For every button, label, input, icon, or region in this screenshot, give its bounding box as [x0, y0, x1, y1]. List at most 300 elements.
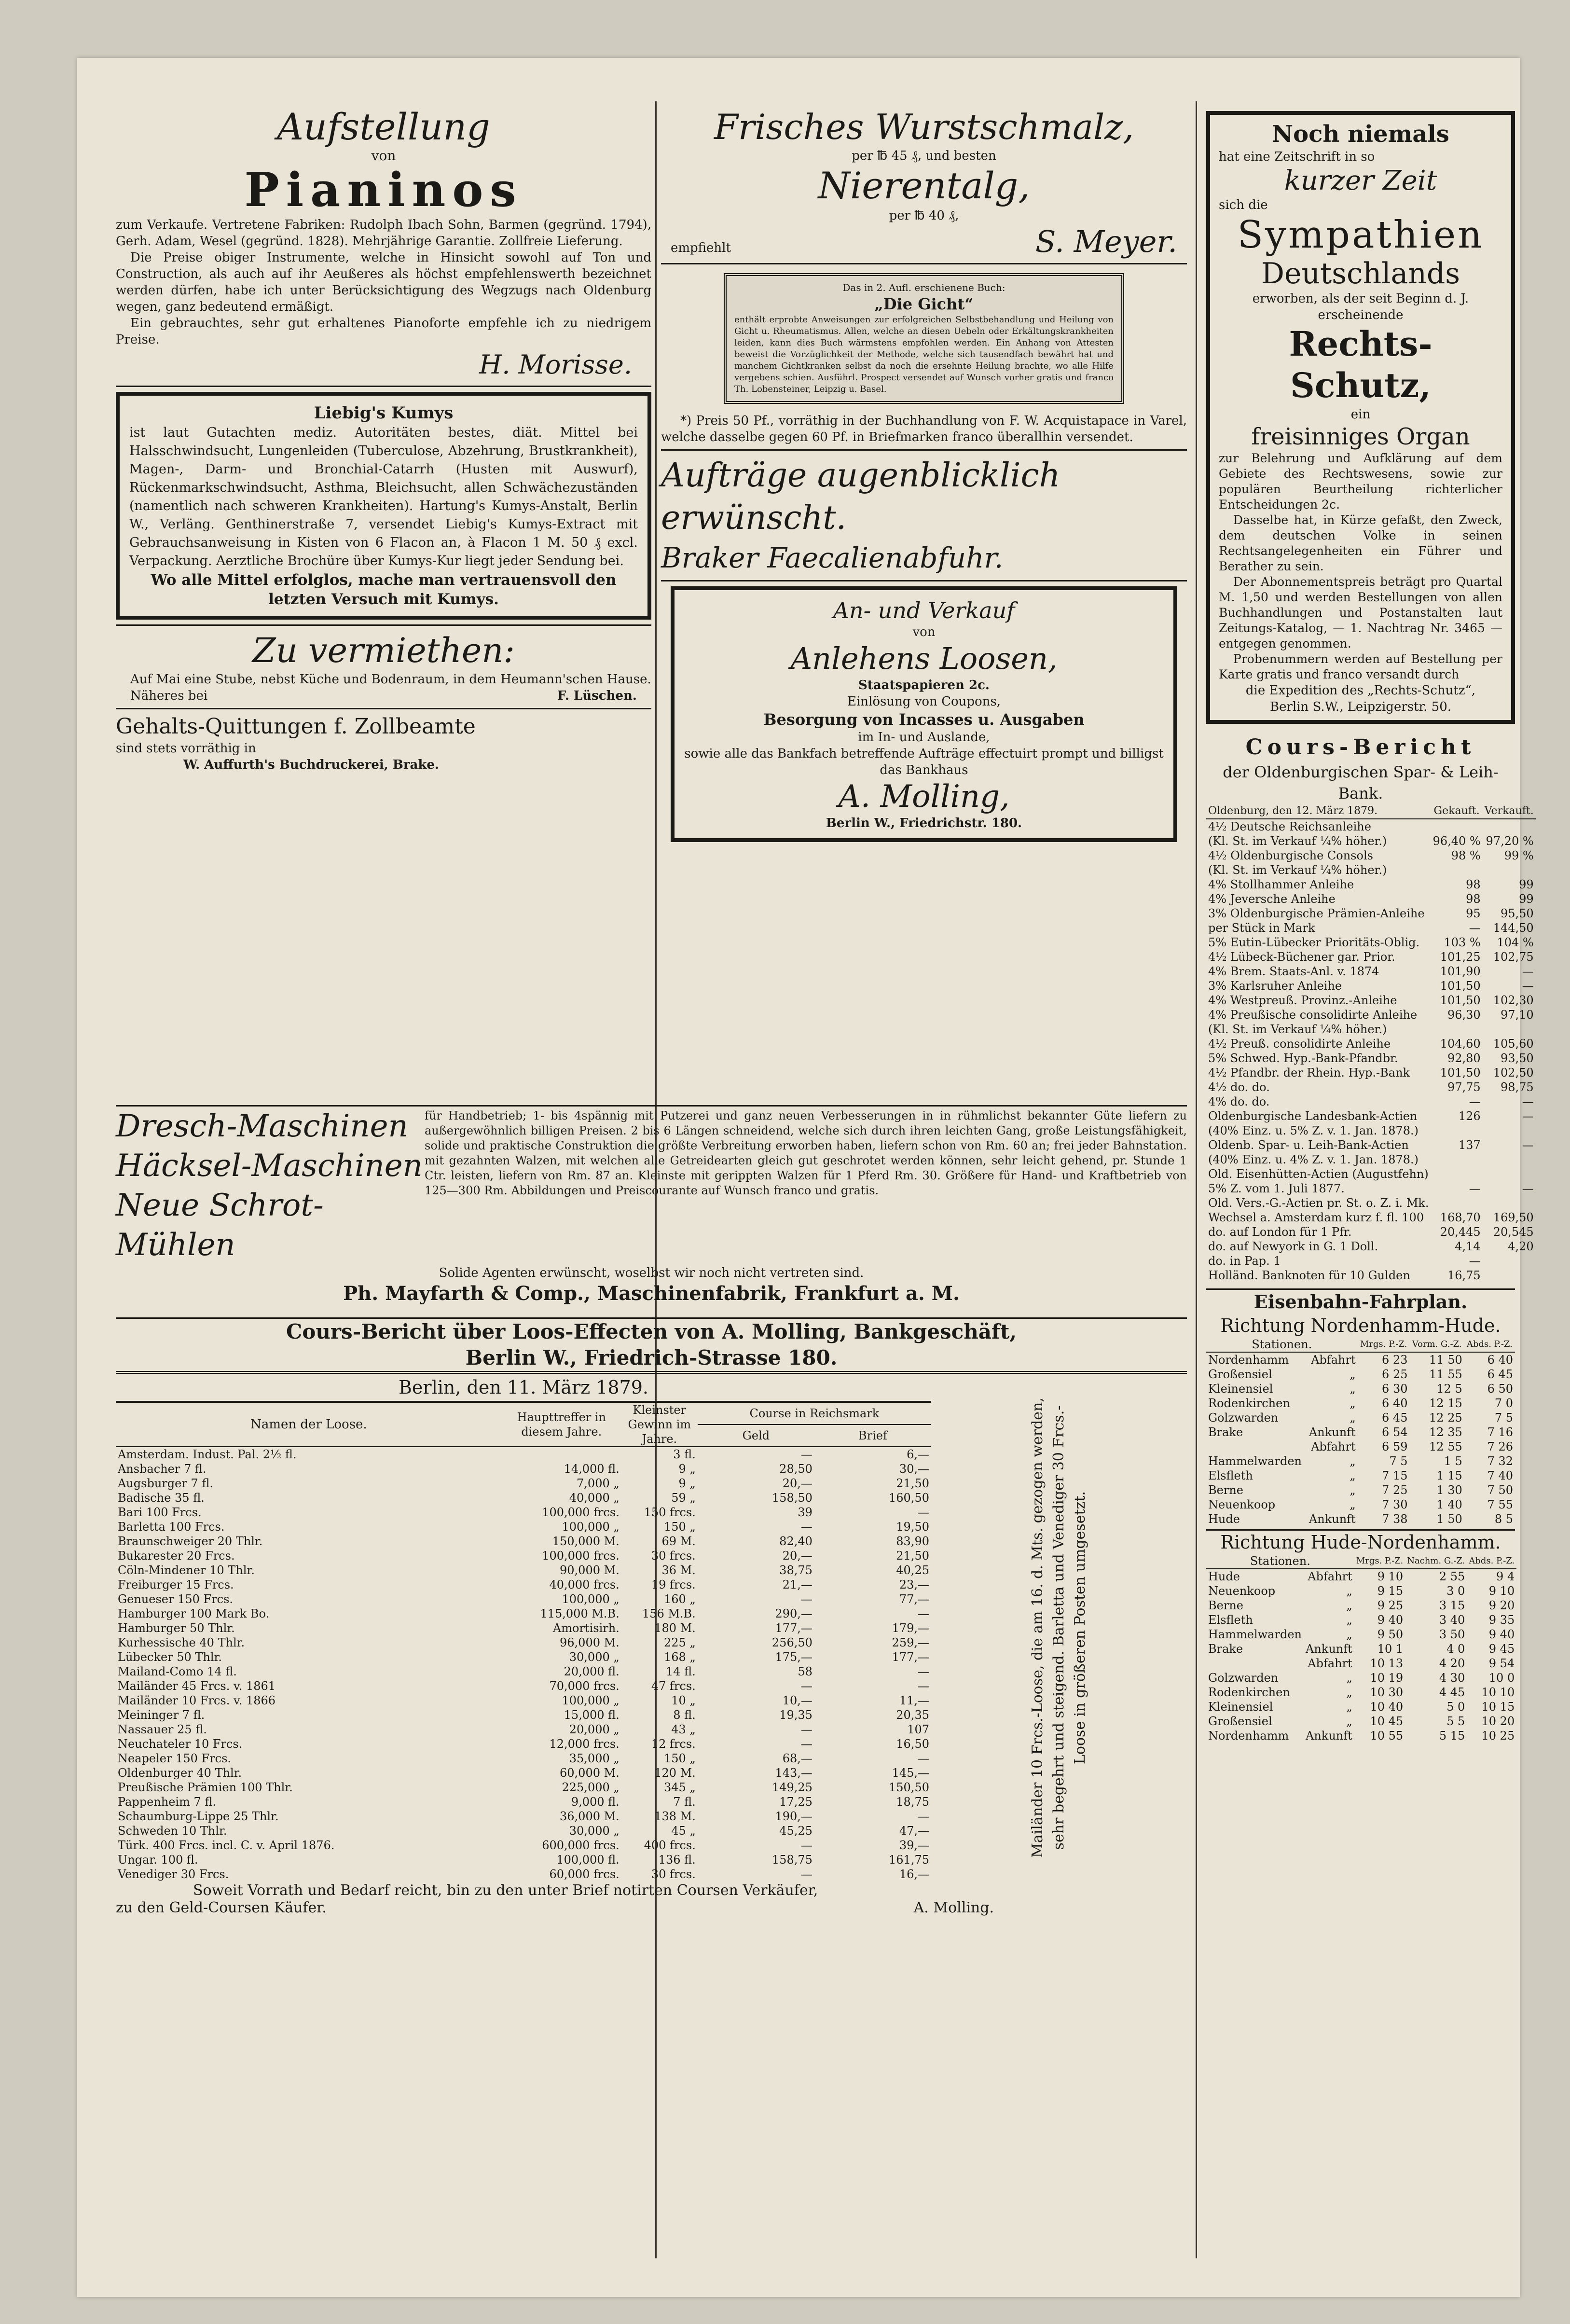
loose-row-cell: Preußische Prämien 100 Thlr. — [118, 1781, 293, 1794]
richtung-1: Richtung Nordenhamm-Hude. — [1220, 1315, 1501, 1336]
fahrplan-row-cell: 9 25 — [1377, 1599, 1404, 1612]
fahrplan-row-cell: 9 10 — [1377, 1570, 1404, 1583]
loose-row-cell: — — [800, 1868, 813, 1881]
divider — [116, 708, 651, 709]
cours-row-cell: — — [1522, 1095, 1534, 1108]
loose-row-cell: 400 frcs. — [644, 1839, 696, 1852]
loose-row-cell: Nassauer 25 fl. — [118, 1723, 207, 1736]
fahrplan-row — [1206, 1569, 1516, 1584]
loose-side-note: Mailänder 10 Frcs.-Loose, die am 16. d. Mts. gezogen werden, sehr begehrt und steigend. Barletta und Venediger 30 Frcs.-Loose in größeren Posten umgesetzt. — [1029, 1397, 1088, 1858]
loose-row-cell: 60,000 M. — [560, 1766, 620, 1780]
fahrplan-row-cell: 6 25 — [1382, 1368, 1408, 1381]
cours-row-cell — [1483, 1152, 1536, 1167]
loose-row-cell: — — [918, 1752, 929, 1765]
fahrplan-row — [1206, 1656, 1516, 1671]
cours-row-cell — [1431, 1022, 1483, 1037]
besorgung: Besorgung von Incasses u. Ausgaben — [763, 710, 1085, 729]
loose-row-cell: 20,35 — [896, 1708, 929, 1722]
fahrplan-row-cell: Ankunft — [1308, 1425, 1356, 1439]
fahrplan-row-cell: 7 5 — [1494, 1411, 1513, 1425]
fahrplan-row-cell: 6 45 — [1487, 1368, 1513, 1381]
cours-row-cell: 98 — [1466, 892, 1481, 906]
empfiehlt-label: empfiehlt — [671, 241, 731, 255]
freisinniges: freisinniges Organ — [1251, 423, 1470, 450]
cours-row-cell — [1483, 1022, 1536, 1037]
loose-head-brief: Brief — [814, 1425, 931, 1447]
loose-row — [116, 1693, 931, 1708]
gicht-text: enthält erprobte Anweisungen zur erfolgreichen Selbstbehandlung und Heilung von Gicht u. Rheumatismus. Allen, welche an diesen Uebeln oder Erkältungskrankheiten leiden, kann dies Buch wärmstens empfohlen werden. Ein Anhang von Attesten beweist die Vorzüglichkeit der Methode, welche sich tausendfach bewährt hat und manchem Gichtkranken selbst da noch die ersehnte Heilung brachte, wo alle Hilfe vergebens schien. Ausführl. Prospect versendet auf Wunsch vorher gratis und franco Th. Lobensteiner, Leipzig u. Basel. — [734, 315, 1114, 394]
fahrplan-row-cell: „ — [1346, 1599, 1352, 1612]
cours-row-cell: 5% Schwed. Hyp.-Bank-Pfandbr. — [1208, 1051, 1398, 1065]
fahrplan-row-cell: 7 32 — [1487, 1454, 1513, 1468]
loose-row — [116, 1534, 931, 1549]
cours-row — [1206, 834, 1536, 848]
fahrplan-row-cell: „ — [1346, 1584, 1352, 1598]
loose-body — [116, 1447, 931, 1881]
loose-row-cell: — — [800, 1723, 813, 1736]
fahrplan-row-cell: 4 45 — [1439, 1686, 1465, 1699]
vermiethen-naeheres: Näheres bei — [130, 689, 208, 703]
loose-row-cell: 60,000 frcs. — [549, 1868, 620, 1881]
loose-row-cell: — — [918, 1607, 929, 1620]
cours-row-cell: 104,60 — [1440, 1037, 1481, 1051]
rechts-text-2: Dasselbe hat, in Kürze gefaßt, den Zweck, dem deutschen Volke in seinen Rechtsangelegenheiten ein Führer und Berather zu sein. — [1219, 513, 1502, 573]
fahrplan-row-cell: 10 55 — [1370, 1729, 1404, 1743]
fahrplan-row — [1206, 1454, 1515, 1468]
cours-row — [1206, 1239, 1536, 1254]
loose-row-cell: Augsburger 7 fl. — [118, 1477, 213, 1490]
eisenbahn-title: Eisenbahn-Fahrplan. — [1206, 1288, 1515, 1314]
loose-row-cell: 100,000 frcs. — [542, 1549, 620, 1563]
fahr-head-col1: Mrgs. P.-Z. — [1358, 1337, 1410, 1352]
fahrplan-row-cell: 6 50 — [1487, 1382, 1513, 1396]
fahrplan-row — [1206, 1396, 1515, 1411]
loose-row-cell: 100,000 „ — [562, 1520, 620, 1534]
fahrplan-row-cell: 6 30 — [1382, 1382, 1408, 1396]
loose-row-cell: Mailänder 45 Frcs. v. 1861 — [118, 1679, 276, 1693]
divider — [661, 580, 1187, 581]
loose-row-cell — [502, 1447, 621, 1462]
cours-row-cell: 105,60 — [1493, 1037, 1534, 1051]
cours-row-cell: 98 % — [1451, 849, 1481, 862]
loose-table — [116, 1403, 931, 1881]
fahrplan-row-cell: 11 50 — [1429, 1353, 1462, 1367]
loose-row — [116, 1491, 931, 1505]
cours-row-cell — [1483, 1268, 1536, 1283]
gicht-intro: Das in 2. Aufl. erschienene Buch: — [842, 282, 1005, 293]
loose-row-cell: 20,000 „ — [569, 1723, 620, 1736]
loose-row-cell: 30 frcs. — [651, 1868, 696, 1881]
loose-footer-sign: A. Molling. — [913, 1899, 994, 1916]
cours-row — [1206, 1167, 1536, 1181]
cours-row — [1206, 1225, 1536, 1239]
sympathien: Sympathien — [1237, 213, 1484, 257]
fahrplan-row-cell: 9 20 — [1488, 1599, 1515, 1612]
cours-row-cell: 4½ do. do. — [1208, 1080, 1270, 1094]
fahrplan-row-cell: „ — [1350, 1397, 1356, 1410]
cours-row — [1206, 1065, 1536, 1080]
cours-row-cell: 98 — [1466, 878, 1481, 891]
cours-row-cell: 4% Westpreuß. Provinz.-Anleihe — [1208, 994, 1397, 1007]
fahrplan-row-cell: „ — [1346, 1671, 1352, 1685]
loose-row-cell: — — [800, 1839, 813, 1852]
loose-row-cell: 160,50 — [889, 1491, 929, 1505]
loose-row-cell: 600,000 frcs. — [542, 1839, 620, 1852]
cours-row-cell: 102,75 — [1493, 950, 1534, 964]
cours-row-cell: 97,10 — [1500, 1008, 1534, 1022]
loose-row-cell: 82,40 — [779, 1535, 813, 1548]
loose-row-cell: 150 „ — [663, 1520, 696, 1534]
loose-row-cell: Ansbacher 7 fl. — [118, 1462, 207, 1476]
loose-row-cell: 100,000 „ — [562, 1694, 620, 1707]
zeitschrift: hat eine Zeitschrift in so — [1219, 150, 1375, 164]
loose-row-cell: 290,— — [775, 1607, 813, 1620]
cours-row-cell: 99 — [1519, 878, 1534, 891]
loose-row-cell: 168 „ — [663, 1650, 696, 1664]
fahrplan-row-cell: 10 20 — [1481, 1715, 1515, 1728]
cours-row-cell: — — [1469, 1182, 1481, 1195]
loose-row-cell: 150,50 — [889, 1781, 929, 1794]
loose-side-note-wrap — [931, 1374, 1187, 1881]
loose-row-cell: 69 M. — [661, 1535, 696, 1548]
loose-row-cell: 225,000 „ — [562, 1781, 620, 1794]
fahrplan-row-cell: 6 40 — [1487, 1353, 1513, 1367]
cours-row — [1206, 1008, 1536, 1022]
loose-row-cell: 58 — [798, 1665, 813, 1678]
fahrplan-row-cell: 4 30 — [1439, 1671, 1465, 1685]
fahr2-head-stationen: Stationen. — [1206, 1554, 1354, 1569]
cours-row-cell: 16,75 — [1447, 1269, 1481, 1282]
loose-footer-2: zu den Geld-Coursen Käufer. — [116, 1899, 327, 1916]
kumys-title: Liebig's Kumys — [314, 403, 454, 423]
cours-row-cell — [1483, 863, 1536, 877]
cours-row-cell: — — [1522, 1138, 1534, 1152]
fahrplan-row-cell: Kleinensiel — [1208, 1700, 1273, 1714]
cours-row — [1206, 1080, 1536, 1094]
loose-head-haupt: Haupttreffer in diesem Jahre. — [502, 1403, 621, 1447]
kurzer-zeit: kurzer Zeit — [1284, 165, 1437, 196]
loose-row-cell: Cöln-Mindener 10 Thlr. — [118, 1563, 255, 1577]
fahrplan-row — [1206, 1483, 1515, 1497]
fahrplan-row-cell: 10 40 — [1370, 1700, 1404, 1714]
cours-row-cell — [1431, 1152, 1483, 1167]
loose-row-cell: 175,— — [775, 1650, 813, 1664]
cours-row-cell — [1431, 1196, 1483, 1210]
fahrplan-row-cell: 3 15 — [1439, 1599, 1465, 1612]
fahrplan-row-cell: 5 15 — [1439, 1729, 1465, 1743]
an-verkauf: An- und Verkauf — [833, 597, 1015, 623]
cours-row-cell: 102,50 — [1493, 1066, 1534, 1079]
loose-row-cell: 3 fl. — [673, 1448, 696, 1461]
fahrplan-row-cell: 12 15 — [1429, 1397, 1462, 1410]
cours-row-cell: 4,20 — [1508, 1240, 1534, 1253]
fahrplan-row-cell: 5 5 — [1446, 1715, 1465, 1728]
cours-row-cell — [1431, 819, 1483, 834]
cours-row — [1206, 979, 1536, 993]
loose-row — [116, 1824, 931, 1838]
loose-row — [116, 1722, 931, 1737]
loose-row-cell: Amortisirh. — [552, 1621, 620, 1635]
fahrplan-row-cell: 7 50 — [1487, 1483, 1513, 1497]
loose-head-name: Namen der Loose. — [116, 1403, 502, 1447]
gehalts-title: Gehalts-Quittungen f. Zollbeamte — [116, 714, 476, 739]
fahrplan-row-cell: 11 55 — [1429, 1368, 1462, 1381]
loose-row-cell: Hamburger 50 Thlr. — [118, 1621, 235, 1635]
loose-row-cell: 158,50 — [771, 1491, 813, 1505]
rechts-text-4: Probenummern werden auf Bestellung per Karte gratis und franco versandt durch — [1219, 652, 1502, 681]
fahrplan-row-cell: Nordenhamm — [1208, 1729, 1289, 1743]
loose-row-cell: Ungar. 100 fl. — [118, 1853, 198, 1867]
cours-row — [1206, 906, 1536, 921]
column-1 — [116, 106, 651, 773]
loose-head-geld: Geld — [698, 1425, 814, 1447]
cours-row-cell: 4½ Deutsche Reichsanleihe — [1208, 820, 1371, 833]
fahrplan-body-1 — [1206, 1352, 1515, 1526]
fahr-head-col3: Abds. P.-Z. — [1464, 1337, 1515, 1352]
loose-section — [116, 1317, 1187, 1916]
cours-row-cell: 95,50 — [1500, 907, 1534, 920]
cours-row-cell: Oldenb. Spar- u. Leih-Bank-Actien — [1208, 1138, 1409, 1152]
fahr2-head-col1: Mrgs. P.-Z. — [1354, 1554, 1405, 1569]
cours-row-cell: 98,75 — [1500, 1080, 1534, 1094]
fahrplan-row — [1206, 1627, 1516, 1642]
fahrplan-row-cell: Neuenkoop — [1208, 1584, 1276, 1598]
fahrplan-row — [1206, 1382, 1515, 1396]
cours-row-cell: Old. Eisenhütten-Actien (Augustfehn) — [1208, 1167, 1429, 1181]
fahrplan-row-cell: 9 40 — [1377, 1613, 1404, 1627]
loose-row-cell: 8 fl. — [673, 1708, 696, 1722]
loose-row — [116, 1664, 931, 1679]
loose-row-cell: Mailand-Como 14 fl. — [118, 1665, 237, 1678]
loose-head-kleinster: Kleinster Gewinn im Jahre. — [621, 1403, 698, 1447]
loose-row — [116, 1780, 931, 1795]
fahrplan-row-cell: 7 40 — [1487, 1469, 1513, 1482]
cours-row-cell: 4,14 — [1455, 1240, 1481, 1253]
von-label: von — [371, 148, 396, 164]
cours-row-cell: Wechsel a. Amsterdam kurz f. fl. 100 — [1208, 1211, 1424, 1224]
fahrplan-row-cell: 6 40 — [1382, 1397, 1408, 1410]
loose-row-cell: 100,000 fl. — [556, 1853, 620, 1867]
column-2 — [661, 106, 1187, 847]
loose-row-cell: Neapeler 150 Frcs. — [118, 1752, 232, 1765]
richtung-2: Richtung Hude-Nordenhamm. — [1206, 1529, 1515, 1554]
cours-row — [1206, 1123, 1536, 1138]
loose-row-cell: 6,— — [907, 1448, 929, 1461]
cours-head-sold: Verkauft. — [1483, 804, 1536, 819]
dresch-title-1: Dresch-Maschinen — [116, 1108, 408, 1144]
cours-row-cell: 3% Karlsruher Anleihe — [1208, 979, 1342, 993]
fahrplan-row-cell: 10 10 — [1481, 1686, 1515, 1699]
cours-row-cell: — — [1522, 1109, 1534, 1123]
cours-row — [1206, 1051, 1536, 1065]
cours-row — [1206, 848, 1536, 863]
loose-footer-row — [116, 1900, 1187, 1916]
fahrplan-row-cell: 10 30 — [1370, 1686, 1404, 1699]
kumys-ad — [116, 392, 651, 620]
anlehen-von: von — [912, 625, 936, 639]
loose-row-cell: Mailänder 10 Frcs. v. 1866 — [118, 1694, 276, 1707]
cours-row — [1206, 1138, 1536, 1152]
fahrplan-row-cell: 6 59 — [1382, 1440, 1408, 1453]
kumys-bold: Wo alle Mittel erfolglos, mache man vertrauensvoll den letzten Versuch mit Kumys. — [151, 571, 617, 608]
fahrplan-row-cell: 3 40 — [1439, 1613, 1465, 1627]
fahrplan-row-cell: 12 35 — [1429, 1425, 1462, 1439]
loose-row-cell: 138 M. — [654, 1810, 696, 1823]
loose-row-cell: — — [918, 1679, 929, 1693]
cours-row-cell: — — [1522, 979, 1534, 993]
loose-row-cell: 39 — [798, 1506, 813, 1519]
loose-row-cell: 19 frcs. — [651, 1578, 696, 1591]
fahrplan-row-cell: 6 45 — [1382, 1411, 1408, 1425]
fahrplan-row-cell: Rodenkirchen — [1208, 1397, 1290, 1410]
loose-row-cell: 23,— — [899, 1578, 929, 1591]
loose-row-cell: 36 M. — [661, 1563, 696, 1577]
cours-row-cell: (40% Einz. u. 4% Z. v. 1. Jan. 1878.) — [1208, 1153, 1419, 1166]
pianinos-signature: H. Morisse. — [479, 349, 632, 380]
fahrplan-row-cell: „ — [1346, 1686, 1352, 1699]
loose-row-cell: — — [800, 1592, 813, 1606]
fahrplan-row-cell: 9 50 — [1377, 1628, 1404, 1641]
fahrplan-row-cell: Hammelwarden — [1208, 1454, 1302, 1468]
loose-row-cell: Genueser 150 Frcs. — [118, 1592, 234, 1606]
cours-row-cell: 5% Z. vom 1. Juli 1877. — [1208, 1182, 1345, 1195]
fahrplan-row — [1206, 1352, 1515, 1367]
loose-row — [116, 1809, 931, 1824]
fahrplan-row-cell: 10 13 — [1370, 1657, 1404, 1670]
loose-row-cell: 96,000 M. — [560, 1636, 620, 1649]
fahrplan-row-cell: „ — [1346, 1628, 1352, 1641]
loose-row — [116, 1563, 931, 1577]
loose-row-cell: Bukarester 20 Frcs. — [118, 1549, 235, 1563]
fahrplan-row-cell: 4 0 — [1446, 1642, 1465, 1656]
cours-row-cell: (40% Einz. u. 5% Z. v. 1. Jan. 1878.) — [1208, 1124, 1419, 1137]
cours-row — [1206, 921, 1536, 935]
cours-row-cell: — — [1469, 1254, 1481, 1268]
fahrplan-row-cell: „ — [1350, 1382, 1356, 1396]
newspaper-page — [77, 58, 1534, 2297]
loose-row-cell: 100,000 frcs. — [542, 1506, 620, 1519]
loose-row-cell: 160 „ — [663, 1592, 696, 1606]
loose-row-cell: 190,— — [775, 1810, 813, 1823]
cours-row-cell: 97,75 — [1447, 1080, 1481, 1094]
fahrplan-row-cell: 12 55 — [1429, 1440, 1462, 1453]
fahrplan-row — [1206, 1671, 1516, 1685]
fahrplan-row-cell: Ankunft — [1305, 1642, 1352, 1656]
loose-row-cell: Schaumburg-Lippe 25 Thlr. — [118, 1810, 279, 1823]
loose-row — [116, 1462, 931, 1476]
loose-row — [116, 1708, 931, 1722]
fahrplan-row-cell: Elsfleth — [1208, 1469, 1253, 1482]
gehalts-signature: W. Auffurth's Buchdruckerei, Brake. — [183, 758, 439, 772]
loose-row-cell: Badische 35 fl. — [118, 1491, 205, 1505]
loose-row-cell: 7,000 „ — [577, 1477, 620, 1490]
cours-row — [1206, 1037, 1536, 1051]
fahrplan-row-cell: „ — [1350, 1454, 1356, 1468]
cours-row — [1206, 1196, 1536, 1210]
loose-row-cell: Amsterdam. Indust. Pal. 2½ fl. — [118, 1448, 297, 1461]
fahrplan-row-cell: 12 5 — [1436, 1382, 1462, 1396]
fahrplan-row-cell: 7 5 — [1389, 1454, 1408, 1468]
wurst-title: Frisches Wurstschmalz, — [714, 107, 1134, 147]
fahrplan-row-cell: 3 50 — [1439, 1628, 1465, 1641]
loose-footer-1: Soweit Vorrath und Bedarf reicht, bin zu den unter Brief notirten Coursen Verkäufer, — [193, 1882, 818, 1899]
cours-row-cell — [1483, 1123, 1536, 1138]
fahrplan-row-cell — [1206, 1656, 1304, 1671]
fahrplan-row — [1206, 1584, 1516, 1598]
rechts-expedition: die Expedition des „Rechts-Schutz“, — [1245, 683, 1476, 698]
cours-row-cell — [1483, 1196, 1536, 1210]
fahrplan-row-cell: 10 1 — [1377, 1642, 1404, 1656]
dresch-firma: Ph. Mayfarth & Comp., Maschinenfabrik, Frankfurt a. M. — [343, 1282, 960, 1305]
divider — [661, 263, 1187, 264]
cours-row-cell: 101,50 — [1440, 979, 1481, 993]
einloesung: Einlösung von Coupons, — [847, 694, 1001, 709]
cours-row — [1206, 964, 1536, 979]
loose-row-cell: 9 „ — [678, 1477, 696, 1490]
pianinos-text-3: Ein gebrauchtes, sehr gut erhaltenes Pianoforte empfehle ich zu niedrigem Preise. — [116, 316, 651, 347]
fahrplan-row — [1206, 1685, 1516, 1700]
cours-row — [1206, 877, 1536, 892]
fahrplan-row-cell: 7 25 — [1382, 1483, 1408, 1497]
loose-row — [116, 1577, 931, 1592]
loose-row — [116, 1751, 931, 1766]
loose-row-cell: 14,000 fl. — [564, 1462, 620, 1476]
cours-row-cell: 20,545 — [1493, 1225, 1534, 1239]
loose-row — [116, 1867, 931, 1881]
fahrplan-row-cell: Berne — [1208, 1483, 1243, 1497]
cours-row-cell: — — [1522, 965, 1534, 978]
cours-row-cell: — — [1469, 1095, 1481, 1108]
anlehen-ad — [671, 586, 1177, 842]
loose-row-cell: Pappenheim 7 fl. — [118, 1795, 217, 1809]
dresch-agenten: Solide Agenten erwünscht, woselbst wir noch nicht vertreten sind. — [439, 1266, 864, 1280]
fahrplan-row-cell: Großensiel — [1208, 1368, 1272, 1381]
loose-row-cell: 145,— — [892, 1766, 929, 1780]
dresch-row — [116, 1107, 1187, 1265]
braker-title: Braker Faecalienabfuhr. — [661, 541, 1004, 574]
loose-row-cell: Neuchateler 10 Frcs. — [118, 1737, 243, 1751]
rechts-address: Berlin S.W., Leipzigerstr. 50. — [1269, 700, 1451, 714]
fahrplan-row — [1206, 1642, 1516, 1656]
cours-row — [1206, 1268, 1536, 1283]
fahrplan-row — [1206, 1700, 1516, 1714]
loose-row-cell: 19,50 — [896, 1520, 929, 1534]
fahrplan-row-cell: „ — [1350, 1411, 1356, 1425]
fahrplan-row-cell: Abfahrt — [1311, 1440, 1356, 1453]
fahrplan-row-cell: 1 30 — [1436, 1483, 1462, 1497]
noch-niemals: Noch niemals — [1272, 121, 1449, 148]
cours-row-cell — [1483, 819, 1536, 834]
pianinos-title: Pianinos — [244, 163, 523, 217]
cours-row-cell: 3% Oldenburgische Prämien-Anleihe — [1208, 907, 1425, 920]
fahrplan-row — [1206, 1714, 1516, 1729]
fahrplan-row-cell: „ — [1346, 1715, 1352, 1728]
loose-row — [116, 1476, 931, 1491]
fahrplan-row-cell: „ — [1350, 1483, 1356, 1497]
cours-row-cell: (Kl. St. im Verkauf ¼% höher.) — [1208, 1023, 1387, 1036]
loose-row-cell: 10 „ — [671, 1694, 696, 1707]
fahrplan-row-cell: 9 40 — [1488, 1628, 1515, 1641]
staatspapieren: Staatspapieren 2c. — [858, 678, 990, 692]
cours-title: Cours-Bericht — [1245, 735, 1476, 760]
cours-row-cell: 93,50 — [1500, 1051, 1534, 1065]
loose-row-cell: 40,000 frcs. — [549, 1578, 620, 1591]
loose-row-cell: 156 M.B. — [642, 1607, 696, 1620]
cours-row-cell: 5% Eutin-Lübecker Prioritäts-Oblig. — [1208, 936, 1420, 949]
loose-row-cell: 177,— — [775, 1621, 813, 1635]
cours-row-cell: 102,30 — [1493, 994, 1534, 1007]
loose-row-cell: Bari 100 Frcs. — [118, 1506, 202, 1519]
